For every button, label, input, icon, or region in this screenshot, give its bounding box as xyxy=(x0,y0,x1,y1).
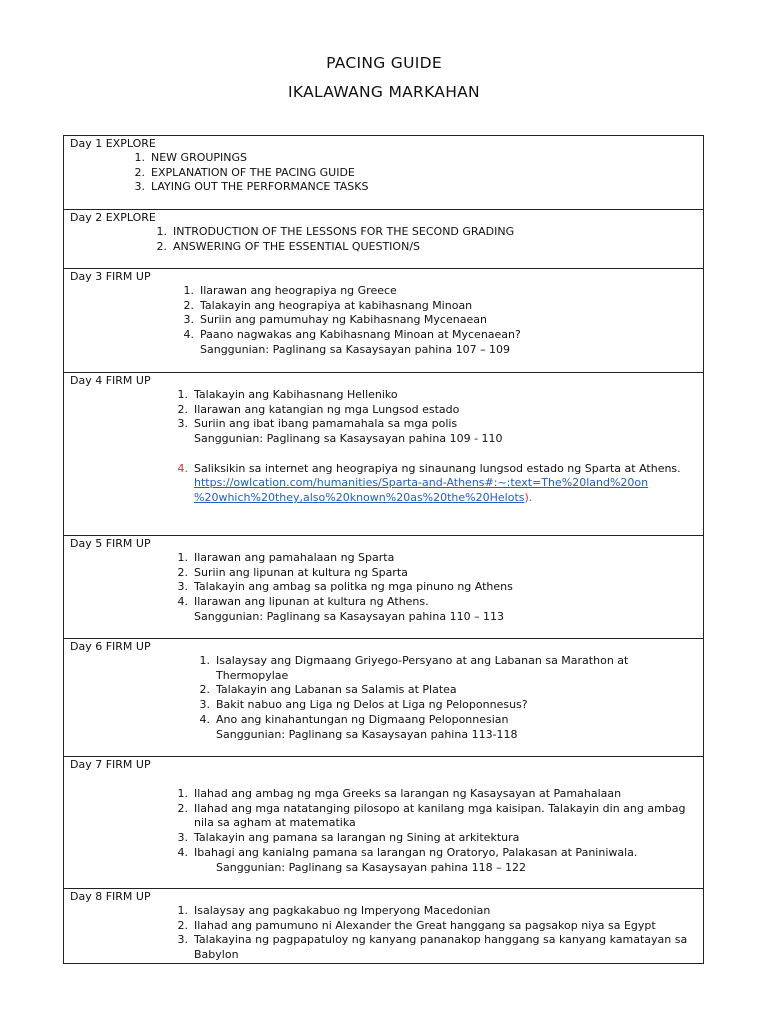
list-spacer xyxy=(194,447,689,462)
item-text: Ilarawan ang lipunan at kultura ng Athens. xyxy=(194,595,429,609)
task-list xyxy=(134,151,691,195)
link-line xyxy=(194,491,689,506)
item-text: LAYING OUT THE PERFORMANCE TASKS xyxy=(151,180,369,194)
task-list xyxy=(177,787,694,875)
item-text: Suriin ang ibat ibang pamamahala sa mga polis xyxy=(194,417,458,431)
day-row xyxy=(64,373,704,536)
source-line xyxy=(200,343,690,358)
day-row xyxy=(64,210,704,269)
source-line xyxy=(194,861,694,876)
source-line xyxy=(194,610,689,625)
item-text: Talakayin ang Kabihasnang Helleniko xyxy=(194,388,398,401)
list-item: 1. Ilarawan ang heograpiya ng Greece xyxy=(183,284,397,297)
list-item: 3. Talakayina ng pagpapatuloy ng kanyang pananakop hanggang sa kanyang kamatayan sa Babylon xyxy=(177,933,688,962)
list-item: 2. ANSWERING OF THE ESSENTIAL QUESTION/S xyxy=(156,239,421,253)
list-item: 1. NEW GROUPINGS xyxy=(134,151,248,164)
source-text: Sanggunian: Paglinang sa Kasaysayan pahina 109 - 110 xyxy=(194,432,503,446)
list-item: 1. Isalaysay ang pagkakabuo ng Imperyong Macedonian xyxy=(177,904,491,917)
list-item: 2. EXPLANATION OF THE PACING GUIDE xyxy=(134,165,355,179)
list-item: 3. Suriin ang pamumuhay ng Kabihasnang Mycenaean xyxy=(183,313,487,327)
item-text: Talakayin ang Labanan sa Salamis at Platea xyxy=(216,683,457,697)
item-text: Talakayina ng pagpapatuloy ng kanyang pananakop hanggang sa kanyang kamatayan sa Babylon xyxy=(194,933,688,962)
red-item-number: 4. xyxy=(177,461,188,475)
list-item: 3. Suriin ang ibat ibang pamamahala sa mga polis xyxy=(177,417,458,431)
link-closing-paren: ). xyxy=(524,490,533,504)
source-line xyxy=(194,432,689,447)
task-list xyxy=(177,388,689,506)
item-text: ANSWERING OF THE ESSENTIAL QUESTION/S xyxy=(173,239,421,253)
list-item: 3. Talakayin ang pamana sa larangan ng Sining at arkitektura xyxy=(177,831,520,845)
item-text: Ibahagi ang kanialng pamana sa larangan ng Oratoryo, Palakasan at Paniniwala. xyxy=(194,845,638,859)
day-label: Day 7 FIRM UP xyxy=(70,758,151,771)
list-item: 1. Ilarawan ang pamahalaan ng Sparta xyxy=(177,551,395,564)
item-text: Isalaysay ang Digmaang Griyego-Persyano at ang Labanan sa Marathon at Thermopylae xyxy=(216,654,629,682)
reference-link[interactable]: https://owlcation.com/humanities/Sparta-and-Athens#:~:text=The%20land%20on xyxy=(194,476,649,490)
list-item: 2. Ilarawan ang katangian ng mga Lungsod estado xyxy=(177,402,460,416)
list-item: 2. Talakayin ang Labanan sa Salamis at Platea xyxy=(199,683,457,697)
source-text: Sanggunian: Paglinang sa Kasaysayan pahina 110 – 113 xyxy=(194,609,505,623)
list-item: 3. LAYING OUT THE PERFORMANCE TASKS xyxy=(134,180,369,194)
list-item: 2. Suriin ang lipunan at kultura ng Sparta xyxy=(177,565,408,579)
source-text: Sanggunian: Paglinang sa Kasaysayan pahina 113-118 xyxy=(216,727,518,741)
item-text: Suriin ang pamumuhay ng Kabihasnang Mycenaean xyxy=(200,313,487,327)
item-text: Saliksikin sa internet ang heograpiya ng sinaunang lungsod estado ng Sparta at Athens. xyxy=(194,461,681,475)
source-text: Sanggunian: Paglinang sa Kasaysayan pahina 118 – 122 xyxy=(216,860,527,874)
day-label: Day 8 FIRM UP xyxy=(70,890,151,903)
item-text: Talakayin ang pamana sa larangan ng Sining at arkitektura xyxy=(194,831,520,845)
day-label: Day 6 FIRM UP xyxy=(70,640,151,653)
day-label: Day 3 FIRM UP xyxy=(70,270,151,283)
item-text: Bakit nabuo ang Liga ng Delos at Liga ng Peloponnesus? xyxy=(216,698,528,712)
item-text: Isalaysay ang pagkakabuo ng Imperyong Macedonian xyxy=(194,904,491,917)
list-item: 3. Talakayin ang ambag sa politka ng mga pinuno ng Athens xyxy=(177,580,513,594)
task-list xyxy=(156,225,693,254)
task-list xyxy=(199,654,676,742)
page-title: PACING GUIDE xyxy=(326,54,442,72)
list-item: 2. Ilahad ang mga natatanging pilosopo at kanilang mga kaisipan. Talakayin din ang ambag nila sa agham at matematika xyxy=(177,801,686,830)
list-item: 4. Ano ang kinahantungan ng Digmaang Peloponnesian xyxy=(199,712,509,726)
item-text: Talakayin ang ambag sa politka ng mga pinuno ng Athens xyxy=(194,580,513,594)
list-item: 1. Isalaysay ang Digmaang Griyego-Persyano at ang Labanan sa Marathon at Thermopylae xyxy=(199,654,629,682)
list-item: 1. Talakayin ang Kabihasnang Helleniko xyxy=(177,388,398,401)
item-text: Suriin ang lipunan at kultura ng Sparta xyxy=(194,565,408,579)
item-text: Ilarawan ang heograpiya ng Greece xyxy=(200,284,397,297)
day-row xyxy=(64,269,704,373)
item-text: EXPLANATION OF THE PACING GUIDE xyxy=(151,165,355,179)
day-label: Day 1 EXPLORE xyxy=(70,137,156,150)
item-text: Ilahad ang pamumuno ni Alexander the Great hanggang sa pagsakop niya sa Egypt xyxy=(194,918,656,932)
list-item: 4. Ibahagi ang kanialng pamana sa larangan ng Oratoryo, Palakasan at Paniniwala. xyxy=(177,845,638,859)
item-text: Talakayin ang heograpiya at kabihasnang Minoan xyxy=(200,298,473,312)
day-label: Day 4 FIRM UP xyxy=(70,374,151,387)
list-item: 4. Paano nagwakas ang Kabihasnang Minoan at Mycenaean? xyxy=(183,328,521,342)
task-list xyxy=(177,904,699,963)
day-row xyxy=(64,889,704,964)
source-line xyxy=(216,728,676,743)
item-text: Ilarawan ang katangian ng mga Lungsod estado xyxy=(194,402,460,416)
day-label: Day 2 EXPLORE xyxy=(70,211,156,224)
day-row xyxy=(64,757,704,889)
item-text: Ilarawan ang pamahalaan ng Sparta xyxy=(194,551,395,564)
day-row xyxy=(64,536,704,639)
source-text: Sanggunian: Paglinang sa Kasaysayan pahina 107 – 109 xyxy=(200,342,511,356)
item-text: Ilahad ang ambag ng mga Greeks sa larangan ng Kasaysayan at Pamahalaan xyxy=(194,787,622,800)
list-item: 4. Ilarawan ang lipunan at kultura ng Athens. xyxy=(177,595,429,609)
day-row xyxy=(64,136,704,210)
item-text: Ano ang kinahantungan ng Digmaang Peloponnesian xyxy=(216,712,509,726)
reference-link-continued[interactable]: %20which%20they,also%20known%20as%20the%20Helots xyxy=(194,490,525,504)
list-item xyxy=(177,461,689,477)
day-row xyxy=(64,639,704,757)
list-item: 1. Ilahad ang ambag ng mga Greeks sa larangan ng Kasaysayan at Pamahalaan xyxy=(177,787,622,800)
list-item: 1. INTRODUCTION OF THE LESSONS FOR THE SECOND GRADING xyxy=(156,225,515,238)
task-list xyxy=(183,284,690,358)
pacing-table xyxy=(63,135,704,964)
list-item: 2. Ilahad ang pamumuno ni Alexander the Great hanggang sa pagsakop niya sa Egypt xyxy=(177,918,656,932)
list-item: 2. Talakayin ang heograpiya at kabihasnang Minoan xyxy=(183,298,473,312)
task-list xyxy=(177,551,689,625)
item-text: NEW GROUPINGS xyxy=(151,151,248,164)
day-label: Day 5 FIRM UP xyxy=(70,537,151,550)
link-line xyxy=(194,476,689,491)
page-subtitle: IKALAWANG MARKAHAN xyxy=(288,83,480,101)
list-item: 3. Bakit nabuo ang Liga ng Delos at Liga ng Peloponnesus? xyxy=(199,698,528,712)
item-text: Paano nagwakas ang Kabihasnang Minoan at Mycenaean? xyxy=(200,328,521,342)
item-text: INTRODUCTION OF THE LESSONS FOR THE SECOND GRADING xyxy=(173,225,515,238)
item-text: Ilahad ang mga natatanging pilosopo at kanilang mga kaisipan. Talakayin din ang ambag nila sa agham at matematika xyxy=(194,801,686,830)
